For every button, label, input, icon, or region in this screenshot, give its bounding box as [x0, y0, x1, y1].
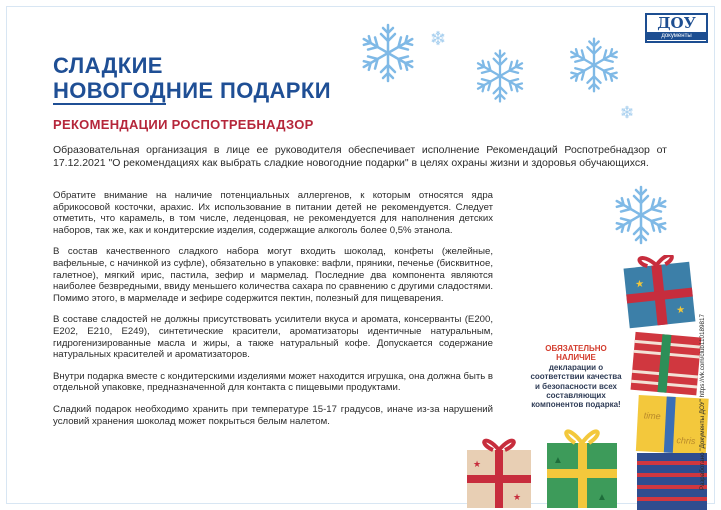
svg-text:★: ★: [675, 304, 686, 317]
paragraph-toy: Внутри подарка вместе с кондитерскими изделиями может находится игрушка, она должна быть в отдельной упаковке, предназначенной для контакта с пищевыми продуктами.: [53, 370, 494, 394]
svg-text:★: ★: [634, 278, 645, 291]
paragraph-forbidden: В составе сладостей не должны присутствовать усилители вкуса и аромата, консерванты (Е200, Е202, Е210, Е249), синтетические красители, ароматизаторы идентичные натуральным, гидрогенизированные масла и жиры, а также натуральный кофе. Допускается содержание натуральных красителей и ароматизаторов.: [53, 314, 493, 361]
mandatory-declaration-note: [530, 344, 622, 410]
snowflake-icon: [355, 20, 421, 86]
svg-text:time: time: [643, 410, 661, 422]
paragraph-allergens: Обратите внимание на наличие потенциальных аллергенов, к которым относятся ядра абрикосовой косточки, арахис. Их использование в питании детей не рекомендуется. Следует отметить, что карамель, в том числе, леденцовая, не рекомендуется для наполнения детских наборов, так же, как и кондитерские изделия, содержащие алкоголь более 0,5% этанола.: [53, 190, 493, 236]
subtitle: РЕКОМЕНДАЦИИ РОСПОТРЕБНАДЗОР: [53, 117, 314, 132]
paragraph-storage: Сладкий подарок необходимо хранить при температуре 15-17 градусов, иначе из-за нарушений условий хранения шоколад может покрыться белым налетом.: [53, 403, 493, 427]
intro-paragraph: Образовательная организация в лице ее руководителя обеспечивает исполнение Рекомендаций Роспотребнадзор от 17.12.2021 "О рекомендациях как выбрать сладкие новогодние подарки" в целях охраны жизни и здоровья обучающихся.: [53, 144, 667, 169]
logo-sub-text: документы: [647, 32, 706, 40]
title-line-2: НОВОГОДНИЕ ПОДАРКИ: [53, 78, 331, 103]
snowflake-icon: [608, 182, 674, 248]
title-line-1: СЛАДКИЕ: [53, 53, 163, 78]
body-column: [53, 190, 493, 437]
note-text: декларации о соответствии качества и безопасности всех составляющих компонентов подарка!: [530, 362, 622, 410]
snowflake-small-icon: [620, 105, 634, 119]
snowflake-icon: [470, 46, 530, 106]
note-highlight: ОБЯЗАТЕЛЬНО НАЛИЧИЕ: [545, 344, 607, 363]
logo-main-text: ДОУ: [657, 14, 696, 32]
page-title: [53, 53, 331, 103]
svg-text:★: ★: [473, 459, 482, 469]
paragraph-composition: В состав качественного сладкого набора могут входить шоколад, конфеты (желейные, вафельные, с начинкой из суфле), обязательно в упаковке: вафли, пряники, печенье (бисквитное, галетное), мягкий ирис, пастила, зефир и мармелад. Последние два компонента являются наиболее безвредными, ввиду меньшего количества сахара по сравнению с другими сладостями. Помимо этого, в мармеладе и зефире содержится пектин, полезный для пищеварения.: [53, 246, 493, 304]
side-credit: Разработано "Документы ДОУ" https://vk.com/club110189817: [699, 314, 706, 490]
snowflake-small-icon: [430, 30, 446, 46]
title-underline: [53, 103, 166, 105]
snowflake-icon: [563, 34, 625, 96]
svg-text:★: ★: [513, 492, 522, 502]
svg-text:▲: ▲: [597, 492, 607, 503]
dou-logo: [645, 13, 708, 43]
svg-text:▲: ▲: [553, 455, 563, 466]
svg-text:chris: chris: [676, 435, 696, 447]
